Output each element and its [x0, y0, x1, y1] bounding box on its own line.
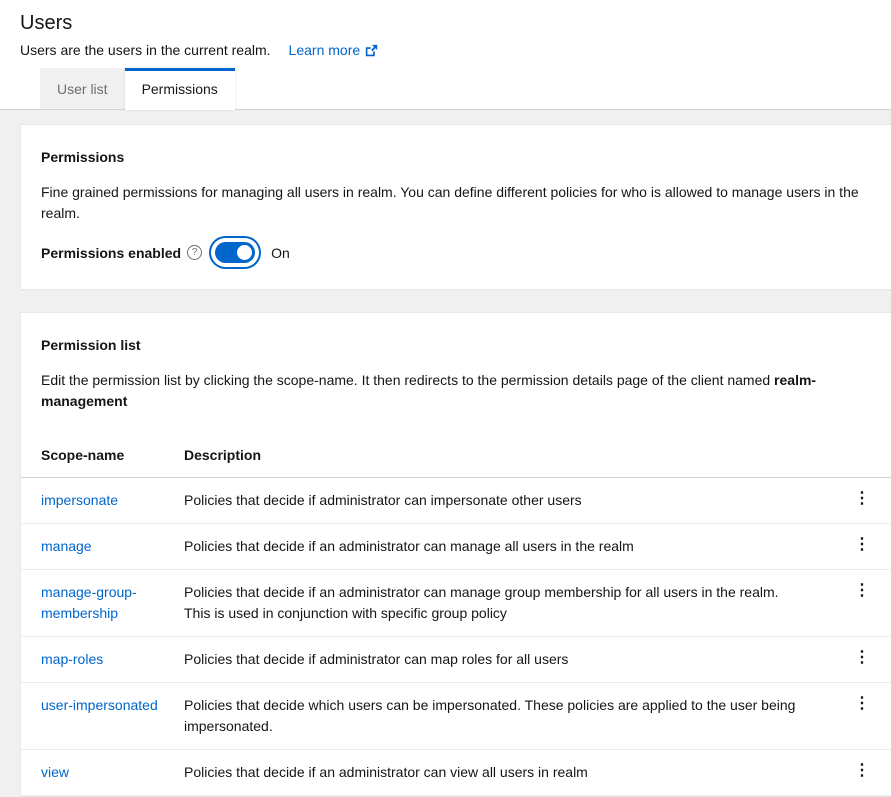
table-row — [21, 683, 891, 750]
kebab-menu-icon[interactable]: ⋮ — [846, 759, 878, 783]
page-subtitle: Users are the users in the current realm. — [20, 42, 271, 58]
permissions-card-title: Permissions — [41, 149, 125, 165]
description-cell: Policies that decide which users can be impersonated. These policies are applied to the user being impersonated. — [176, 683, 833, 750]
page-title: Users — [20, 12, 73, 34]
permission-list-card — [20, 312, 891, 797]
scope-name-link[interactable]: manage-group-membership — [41, 584, 137, 621]
permission-list-description: Edit the permission list by clicking the scope-name. It then redirects to the permission details page of the client named realm-management — [41, 372, 817, 409]
learn-more-label: Learn more — [288, 42, 361, 58]
permissions-enabled-toggle[interactable] — [215, 242, 255, 263]
permission-table — [21, 432, 891, 796]
tab-user-list[interactable]: User list — [40, 68, 125, 109]
page-header — [0, 0, 891, 58]
column-header-scope-name: Scope-name — [21, 432, 176, 478]
description-cell: Policies that decide if an administrator can manage all users in the realm — [176, 524, 833, 570]
toggle-knob — [237, 245, 252, 260]
kebab-menu-icon[interactable]: ⋮ — [846, 533, 878, 557]
description-cell: Policies that decide if administrator can map roles for all users — [176, 637, 833, 683]
table-row — [21, 570, 891, 637]
kebab-menu-icon[interactable]: ⋮ — [846, 487, 878, 511]
description-cell: Policies that decide if administrator can impersonate other users — [176, 478, 833, 524]
kebab-menu-icon[interactable]: ⋮ — [846, 579, 878, 603]
column-header-description: Description — [176, 432, 833, 478]
description-cell: Policies that decide if an administrator can manage group membership for all users in the realm. This is used in conjunction with specific group policy — [176, 570, 833, 637]
client-name: realm-management — [41, 372, 817, 409]
toggle-state-label: On — [271, 244, 290, 261]
kebab-menu-icon[interactable]: ⋮ — [846, 646, 878, 670]
table-row — [21, 478, 891, 524]
scope-name-link[interactable]: map-roles — [41, 651, 104, 667]
description-cell: Policies that decide if an administrator can view all users in realm — [176, 750, 833, 796]
external-link-icon — [365, 44, 378, 57]
page-content — [0, 110, 891, 797]
scope-name-link[interactable]: manage — [41, 538, 92, 554]
scope-name-link[interactable]: view — [41, 764, 70, 780]
column-header-actions — [833, 432, 891, 478]
kebab-menu-icon[interactable]: ⋮ — [846, 692, 878, 716]
scope-name-link[interactable]: impersonate — [41, 492, 119, 508]
table-row — [21, 637, 891, 683]
tab-permissions[interactable]: Permissions — [125, 68, 235, 110]
tab-bar — [0, 58, 891, 110]
scope-name-link[interactable]: user-impersonated — [41, 697, 158, 713]
permission-list-title: Permission list — [41, 337, 141, 353]
table-row — [21, 524, 891, 570]
learn-more-link[interactable] — [289, 42, 379, 58]
permission-table-body — [21, 478, 891, 796]
permissions-enabled-label: Permissions enabled — [41, 244, 182, 261]
help-icon[interactable]: ? — [187, 245, 202, 260]
permissions-card-description: Fine grained permissions for managing all users in realm. You can define different policies for who is allowed to manage users in the realm. — [41, 184, 859, 221]
table-row — [21, 750, 891, 796]
permissions-card — [20, 124, 891, 290]
